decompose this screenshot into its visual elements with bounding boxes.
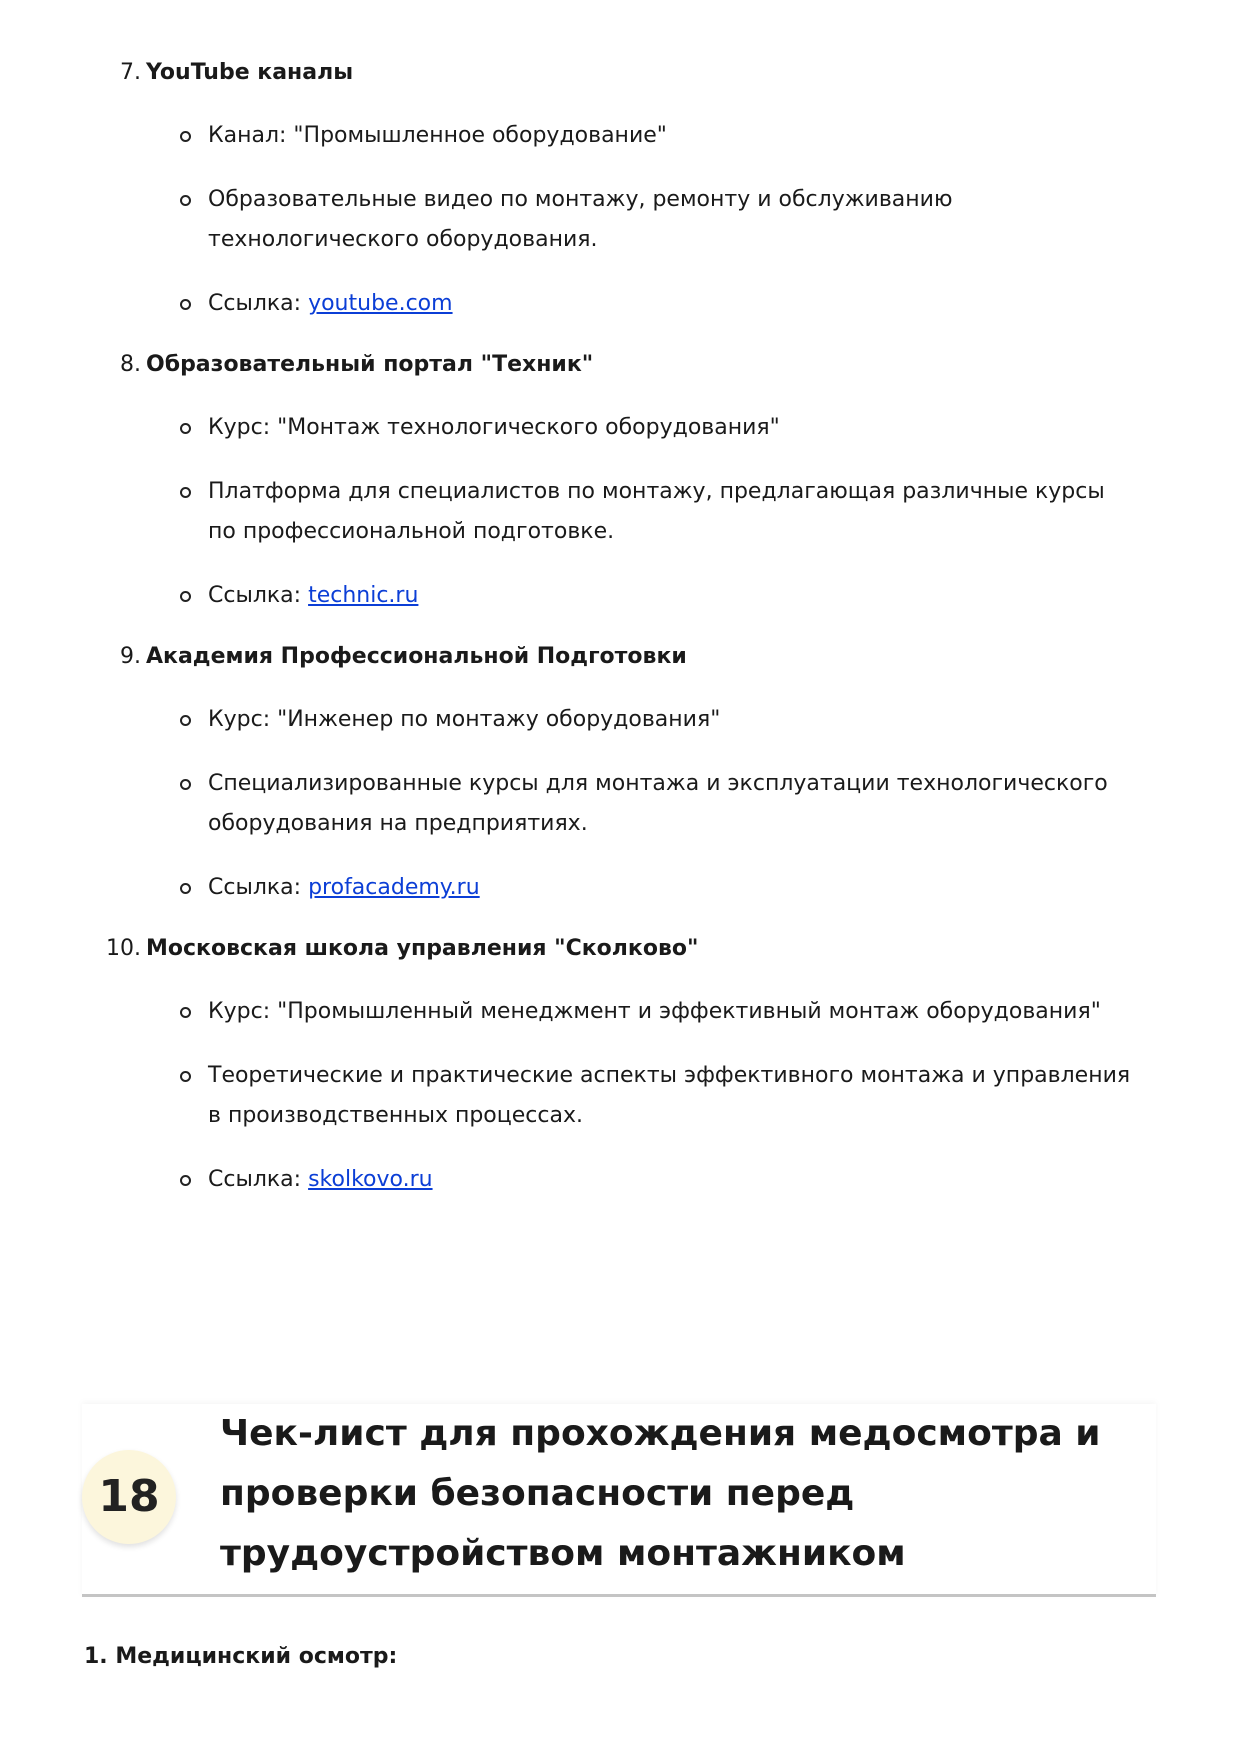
circle-bullet-icon [180, 883, 191, 894]
detail-item [208, 1160, 1138, 1200]
resource-number: 10. [106, 936, 141, 961]
circle-bullet-icon [180, 591, 191, 602]
circle-bullet-icon [180, 487, 191, 498]
link-label: Ссылка: [208, 875, 309, 900]
resource-item [0, 642, 1239, 908]
detail-item [208, 764, 1138, 844]
link-label: Ссылка: [208, 1167, 309, 1192]
subsection-heading: 1. Медицинский осмотр: [84, 1644, 398, 1669]
detail-text: Образовательные видео по монтажу, ремонту и обслуживанию технологического оборудования. [208, 187, 953, 252]
resource-link[interactable]: technic.ru [308, 583, 419, 608]
resource-details [0, 700, 1239, 908]
resource-item [0, 350, 1239, 616]
detail-text: Курс: "Инженер по монтажу оборудования" [208, 707, 721, 732]
link-label: Ссылка: [208, 583, 309, 608]
resource-title [120, 350, 1239, 380]
detail-text: Канал: "Промышленное оборудование" [208, 123, 667, 148]
resource-title-text: Московская школа управления "Сколково" [146, 936, 699, 961]
circle-bullet-icon [180, 423, 191, 434]
detail-text: Теоретические и практические аспекты эффективного монтажа и управления в производственных процессах. [208, 1063, 1131, 1128]
link-label: Ссылка: [208, 291, 309, 316]
detail-item [208, 116, 1138, 156]
detail-text: Платформа для специалистов по монтажу, предлагающая различные курсы по профессиональной подготовке. [208, 479, 1105, 544]
resource-details [0, 116, 1239, 324]
resource-number: 9. [120, 644, 141, 669]
resource-item [0, 58, 1239, 324]
detail-item [208, 180, 1138, 260]
detail-item [208, 1056, 1138, 1136]
resource-link[interactable]: youtube.com [308, 291, 453, 316]
resource-item [0, 934, 1239, 1200]
section-title: Чек-лист для прохождения медосмотра и проверки безопасности перед трудоустройством монтажником [220, 1413, 1101, 1574]
resource-title [106, 934, 1239, 964]
section-header [82, 1404, 1156, 1597]
circle-bullet-icon [180, 1071, 191, 1082]
detail-item [208, 992, 1138, 1032]
resource-list [0, 58, 1239, 1226]
circle-bullet-icon [180, 1175, 191, 1186]
resource-number: 7. [120, 60, 141, 85]
detail-item [208, 408, 1138, 448]
detail-item [208, 472, 1138, 552]
circle-bullet-icon [180, 131, 191, 142]
resource-link[interactable]: profacademy.ru [308, 875, 480, 900]
circle-bullet-icon [180, 715, 191, 726]
section-number-badge: 18 [82, 1450, 176, 1544]
detail-text: Курс: "Промышленный менеджмент и эффективный монтаж оборудования" [208, 999, 1101, 1024]
resource-title [120, 642, 1239, 672]
circle-bullet-icon [180, 1007, 191, 1018]
detail-text: Специализированные курсы для монтажа и эксплуатации технологического оборудования на предприятиях. [208, 771, 1108, 836]
circle-bullet-icon [180, 195, 191, 206]
resource-number: 8. [120, 352, 141, 377]
circle-bullet-icon [180, 299, 191, 310]
resource-link[interactable]: skolkovo.ru [308, 1167, 433, 1192]
detail-item [208, 576, 1138, 616]
detail-text: Курс: "Монтаж технологического оборудования" [208, 415, 780, 440]
detail-item [208, 284, 1138, 324]
resource-title-text: YouTube каналы [146, 60, 354, 85]
resource-title-text: Академия Профессиональной Подготовки [146, 644, 687, 669]
detail-item [208, 868, 1138, 908]
circle-bullet-icon [180, 779, 191, 790]
resource-title-text: Образовательный портал "Техник" [146, 352, 594, 377]
resource-details [0, 408, 1239, 616]
detail-item [208, 700, 1138, 740]
resource-details [0, 992, 1239, 1200]
resource-title [120, 58, 1239, 88]
